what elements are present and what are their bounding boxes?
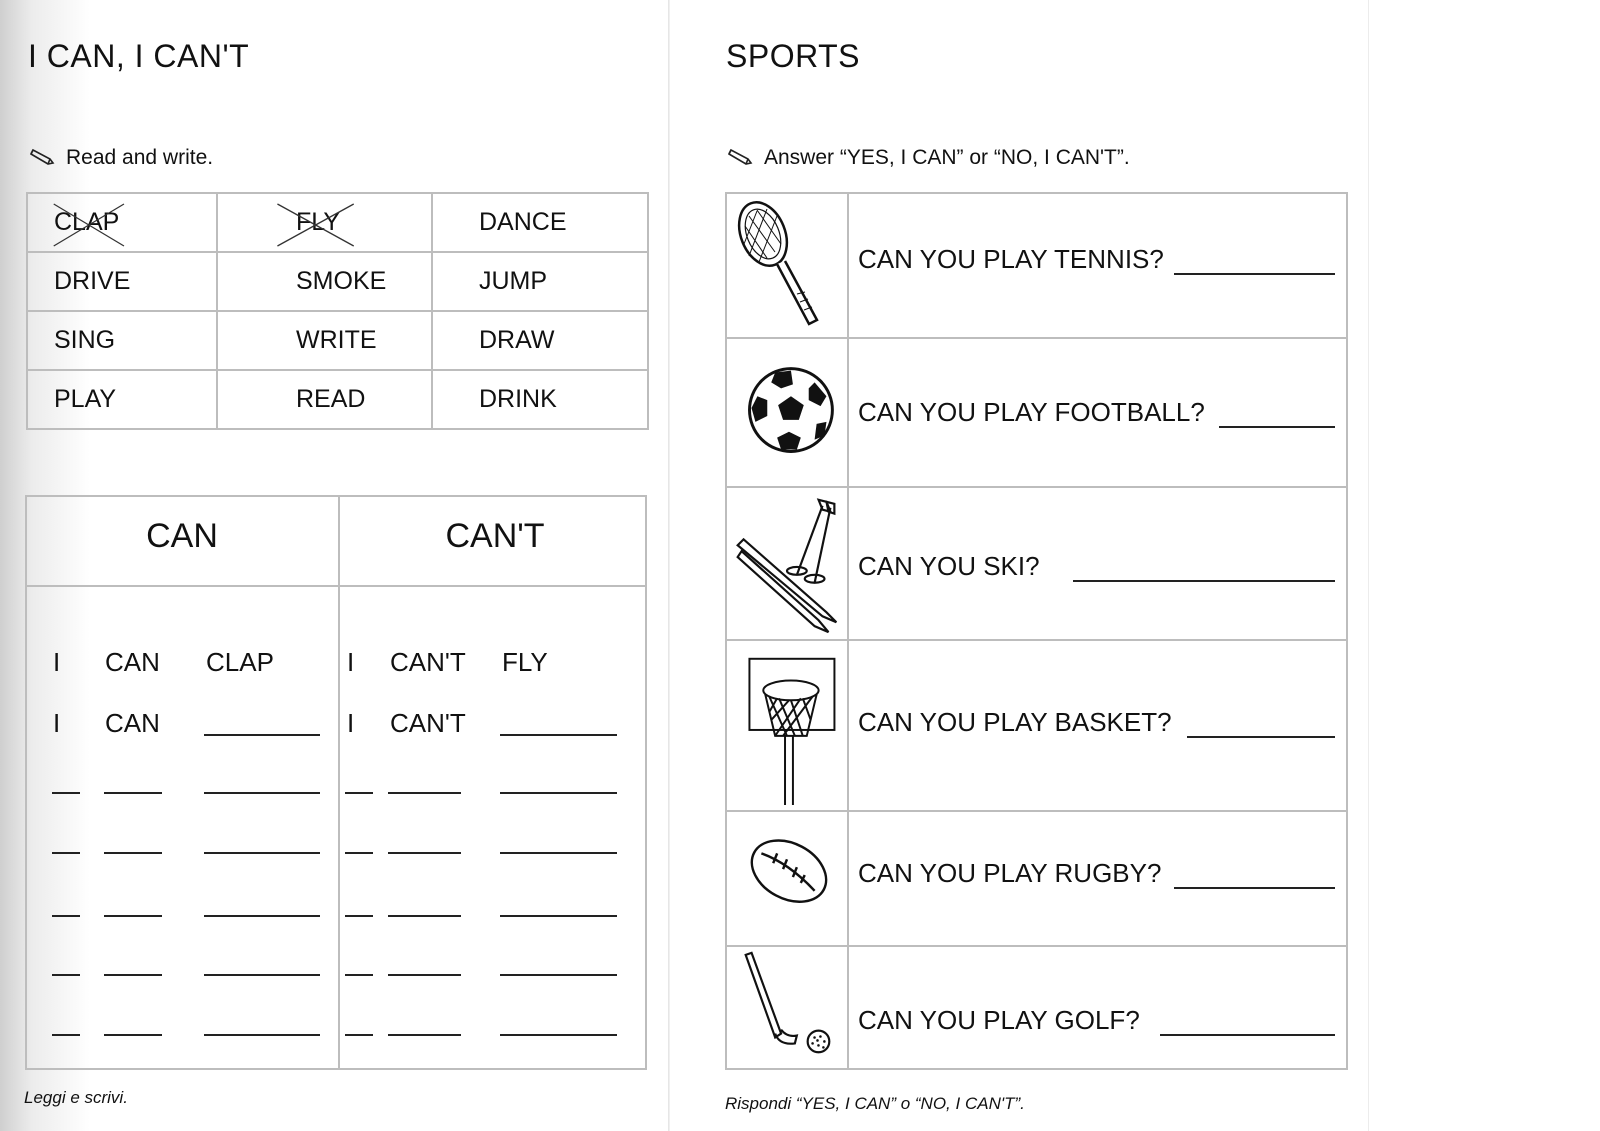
answer-blank[interactable] [500, 792, 617, 794]
word-cell: SMOKE [217, 252, 432, 311]
word-cell: WRITE [217, 311, 432, 370]
answer-blank[interactable] [1187, 736, 1335, 738]
pencil-icon [28, 148, 56, 168]
question-text: CAN YOU PLAY FOOTBALL? [858, 397, 1205, 427]
rugby-ball-icon [727, 812, 847, 945]
cant-row2-verb: CAN'T [390, 708, 466, 738]
answer-blank[interactable] [500, 852, 617, 854]
answer-blank[interactable] [388, 852, 461, 854]
answer-blank[interactable] [345, 852, 373, 854]
question-text: CAN YOU SKI? [858, 551, 1040, 581]
answer-blank[interactable] [104, 852, 162, 854]
football-icon [727, 339, 847, 486]
word-cell-fly [217, 193, 432, 252]
sports-table [725, 192, 1348, 1070]
answer-blank[interactable] [204, 792, 320, 794]
answer-blank [204, 734, 320, 736]
basketball-hoop-icon [727, 641, 847, 810]
answer-blank[interactable] [104, 915, 162, 917]
answer-blank[interactable] [52, 974, 80, 976]
answer-blank[interactable] [345, 915, 373, 917]
word-cell: DRIVE [27, 252, 217, 311]
pencil-icon [726, 148, 754, 168]
answer-blank[interactable] [345, 974, 373, 976]
word-cell: READ [217, 370, 432, 429]
cross-out-mark [28, 194, 216, 251]
word-cell: DRINK [432, 370, 648, 429]
answer-blank[interactable] [204, 974, 320, 976]
answer-blank[interactable] [52, 792, 80, 794]
page-fold [668, 0, 670, 1131]
question-row [727, 639, 1346, 810]
can-row2-pronoun: I [53, 708, 61, 738]
question-row [727, 810, 1346, 945]
word-cell: SING [27, 311, 217, 370]
answer-blank[interactable] [52, 852, 80, 854]
answer-blank[interactable] [500, 974, 617, 976]
can-cant-table [25, 495, 647, 1070]
page-edge [1368, 0, 1369, 1131]
right-instruction-text: Answer “YES, I CAN” or “NO, I CAN'T”. [764, 146, 1130, 169]
answer-blank[interactable] [500, 1034, 617, 1036]
answer-blank[interactable] [204, 1034, 320, 1036]
word-cell: PLAY [27, 370, 217, 429]
can-header: CAN [146, 517, 218, 555]
cant-example-pronoun: I [347, 647, 355, 677]
column-divider [338, 497, 340, 1068]
question-row [727, 194, 1346, 337]
word-text: FLY [296, 208, 340, 236]
right-page-title: SPORTS [726, 38, 860, 74]
answer-blank[interactable] [204, 852, 320, 854]
answer-blank[interactable] [1174, 887, 1335, 889]
answer-blank[interactable] [345, 1034, 373, 1036]
word-text: CLAP [54, 208, 120, 236]
word-cell: DRAW [432, 311, 648, 370]
left-page-title: I CAN, I CAN'T [28, 38, 250, 74]
answer-blank[interactable] [345, 792, 373, 794]
right-instruction [726, 146, 1130, 170]
answer-blank[interactable] [1219, 426, 1335, 428]
question-text: CAN YOU PLAY RUGBY? [858, 858, 1162, 888]
answer-blank[interactable] [388, 1034, 461, 1036]
answer-blank[interactable] [204, 915, 320, 917]
word-cell: JUMP [432, 252, 648, 311]
answer-blank[interactable] [1174, 273, 1335, 275]
question-text: CAN YOU PLAY BASKET? [858, 707, 1172, 737]
word-cell-clap [27, 193, 217, 252]
cross-out-mark [218, 194, 431, 251]
cant-example-verb: CAN'T [390, 647, 466, 677]
answer-blank[interactable] [388, 915, 461, 917]
answer-blank[interactable] [1160, 1034, 1335, 1036]
question-row [727, 945, 1346, 1068]
left-instruction [28, 146, 213, 170]
question-text: CAN YOU PLAY GOLF? [858, 1005, 1140, 1035]
cant-header: CAN'T [445, 517, 545, 555]
header-divider [27, 585, 645, 587]
answer-blank[interactable] [52, 915, 80, 917]
answer-blank[interactable] [1073, 580, 1335, 582]
right-footer: Rispondi “YES, I CAN” o “NO, I CAN'T”. [725, 1094, 1025, 1113]
answer-blank [500, 734, 617, 736]
left-footer: Leggi e scrivi. [24, 1088, 128, 1107]
can-example-verb: CAN [105, 647, 160, 677]
answer-blank[interactable] [52, 1034, 80, 1036]
left-instruction-text: Read and write. [66, 146, 214, 169]
question-row [727, 486, 1346, 639]
tennis-racket-icon [727, 194, 847, 337]
can-example-pronoun: I [53, 647, 61, 677]
ski-icon [727, 488, 847, 639]
cant-row2-pronoun: I [347, 708, 355, 738]
answer-blank[interactable] [104, 1034, 162, 1036]
answer-blank[interactable] [104, 792, 162, 794]
answer-blank[interactable] [500, 915, 617, 917]
golf-club-icon [727, 947, 847, 1068]
word-table [26, 192, 649, 430]
answer-blank[interactable] [104, 974, 162, 976]
cant-example-word: FLY [502, 647, 548, 677]
word-cell: DANCE [432, 193, 648, 252]
can-row2-verb: CAN [105, 708, 160, 738]
can-example-word: CLAP [206, 647, 274, 677]
question-row [727, 337, 1346, 486]
answer-blank[interactable] [388, 792, 461, 794]
question-text: CAN YOU PLAY TENNIS? [858, 244, 1164, 274]
answer-blank[interactable] [388, 974, 461, 976]
